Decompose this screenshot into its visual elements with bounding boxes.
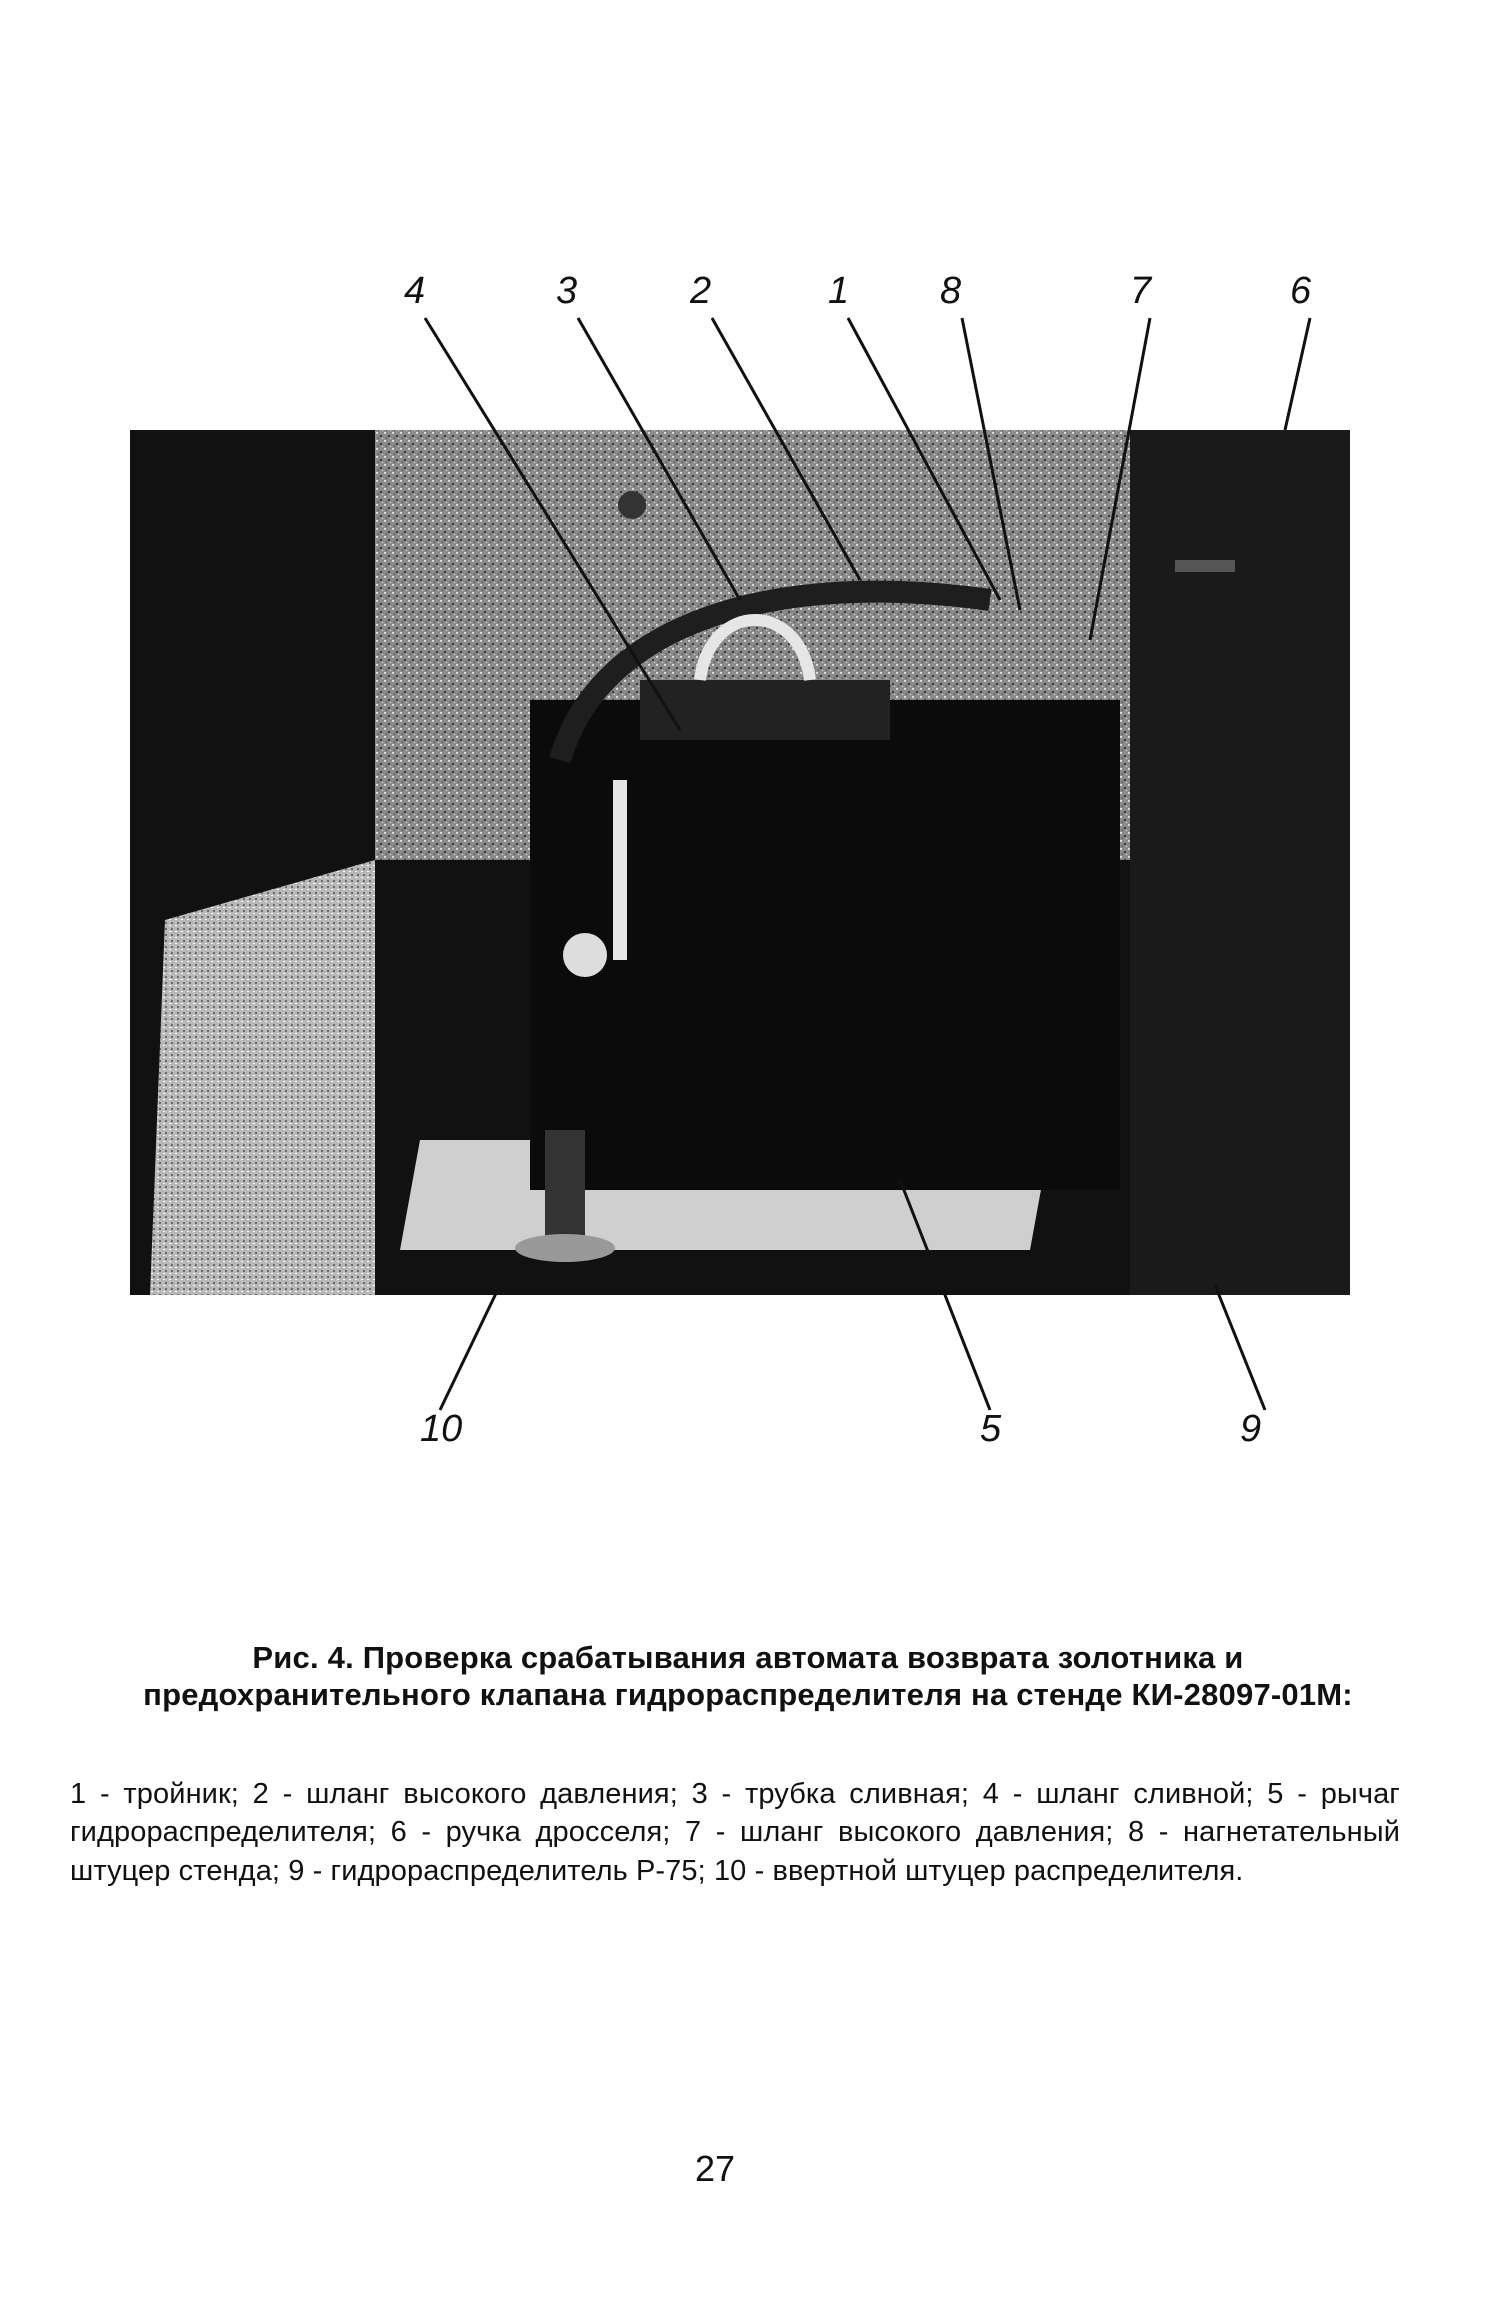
callout-4: 4 (404, 270, 426, 312)
callout-5: 5 (980, 1408, 1002, 1450)
callout-1: 1 (828, 270, 850, 312)
callout-7: 7 (1130, 270, 1152, 312)
callout-2: 2 (690, 270, 712, 312)
page-number: 27 (694, 2148, 736, 2189)
callout-10: 10 (420, 1408, 463, 1450)
callout-8: 8 (940, 270, 962, 312)
machine-photo-icon (130, 430, 1350, 1295)
figure-legend: 1 - тройник; 2 - шланг высокого давления; 3 - трубка сливная; 4 - шланг сливной; 5 - рычаг гидрораспределителя; 6 - ручка дросселя; 7 - шланг высокого давления; 8 - нагнетательный штуцер стенда; 9 - гидрораспределитель Р-75; 10 - ввертной штуцер распределителя. (70, 1778, 1400, 1887)
callout-6: 6 (1290, 270, 1312, 312)
callout-9: 9 (1240, 1408, 1262, 1450)
callout-3: 3 (556, 270, 578, 312)
figure-caption: Рис. 4. Проверка срабатывания автомата возврата золотника и предохранительного клапана гидрораспределителя на стенде КИ-28097-01М: (143, 1640, 1353, 1712)
